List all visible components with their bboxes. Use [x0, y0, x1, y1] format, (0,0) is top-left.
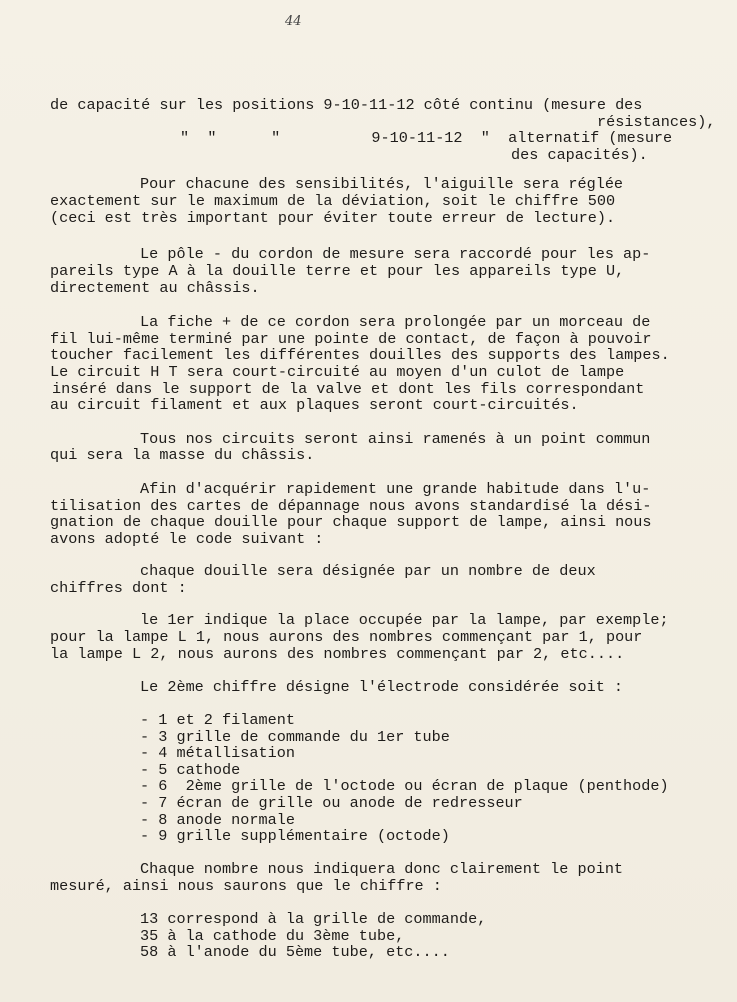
list-item: - 5 cathode: [140, 761, 241, 779]
text-line: résistances),: [597, 113, 716, 131]
text-line: de capacité sur les positions 9-10-11-12 côté continu (mesure des: [50, 96, 643, 114]
text-line: chaque douille sera désignée par un nombre de deux: [140, 562, 596, 580]
text-line: " " " 9-10-11-12 " alternatif (mesure: [180, 129, 673, 147]
page-number: 44: [285, 14, 302, 29]
text-line: Pour chacune des sensibilités, l'aiguille sera réglée: [140, 175, 624, 193]
list-item: 35 à la cathode du 3ème tube,: [140, 927, 405, 945]
text-line: chiffres dont :: [50, 579, 187, 597]
list-item: - 9 grille supplémentaire (octode): [140, 827, 450, 845]
list-item: - 4 métallisation: [140, 744, 295, 762]
text-line: inséré dans le support de la valve et dont les fils correspondant: [52, 380, 645, 398]
text-line: Chaque nombre nous indiquera donc clairement le point: [140, 860, 624, 878]
text-line: exactement sur le maximum de la déviation, soit le chiffre 500: [50, 192, 616, 210]
text-line: Le 2ème chiffre désigne l'électrode considérée soit :: [140, 678, 624, 696]
text-line: Le circuit H T sera court-circuité au moyen d'un culot de lampe: [50, 363, 625, 381]
text-line: (ceci est très important pour éviter toute erreur de lecture).: [50, 209, 616, 227]
list-item: - 1 et 2 filament: [140, 711, 295, 729]
text-line: au circuit filament et aux plaques seront court-circuités.: [50, 396, 579, 414]
text-line: Afin d'acquérir rapidement une grande habitude dans l'u-: [140, 480, 651, 498]
text-line: qui sera la masse du châssis.: [50, 446, 315, 464]
list-item: - 6 2ème grille de l'octode ou écran de plaque (penthode): [140, 777, 669, 795]
list-item: - 3 grille de commande du 1er tube: [140, 728, 450, 746]
text-line: mesuré, ainsi nous saurons que le chiffre :: [50, 877, 442, 895]
text-line: la lampe L 2, nous aurons des nombres commençant par 2, etc....: [50, 645, 625, 663]
text-line: avons adopté le code suivant :: [50, 530, 324, 548]
text-line: La fiche + de ce cordon sera prolongée par un morceau de: [140, 313, 651, 331]
list-item: - 7 écran de grille ou anode de redresseur: [140, 794, 523, 812]
text-line: Tous nos circuits seront ainsi ramenés à un point commun: [140, 430, 651, 448]
text-line: Le pôle - du cordon de mesure sera raccordé pour les ap-: [140, 245, 651, 263]
list-item: 13 correspond à la grille de commande,: [140, 910, 487, 928]
text-line: des capacités).: [511, 146, 648, 164]
text-line: directement au châssis.: [50, 279, 260, 297]
text-line: toucher facilement les différentes douilles des supports des lampes.: [50, 346, 670, 364]
text-line: pareils type A à la douille terre et pour les appareils type U,: [50, 262, 625, 280]
list-item: - 8 anode normale: [140, 811, 295, 829]
text-line: pour la lampe L 1, nous aurons des nombres commençant par 1, pour: [50, 628, 643, 646]
text-line: fil lui-même terminé par une pointe de contact, de façon à pouvoir: [50, 330, 652, 348]
list-item: 58 à l'anode du 5ème tube, etc....: [140, 943, 450, 961]
text-line: le 1er indique la place occupée par la lampe, par exemple;: [140, 611, 669, 629]
text-line: gnation de chaque douille pour chaque support de lampe, ainsi nous: [50, 513, 652, 531]
text-line: tilisation des cartes de dépannage nous avons standardisé la dési-: [50, 497, 652, 515]
